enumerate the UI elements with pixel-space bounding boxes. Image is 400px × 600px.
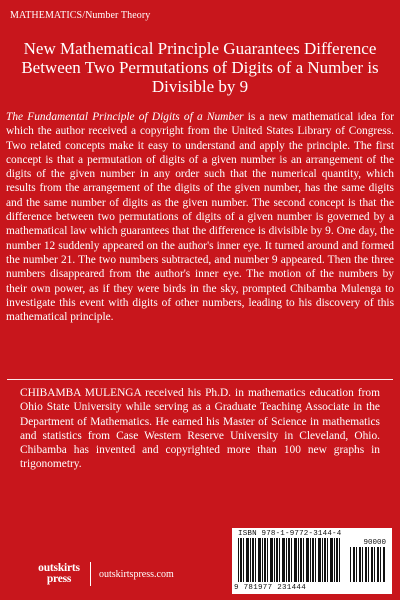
publisher-logo-line1: outskirts	[38, 562, 80, 574]
description-body: is a new mathematical idea for which the author received a copyright from the United States Library of Congress. Two related concepts make it easy to understand and apply the principle. The first concept is that a permutation of digits of a given number is an arrangement of the digits of the given number in any order such that the numerical quantity, which results from the arrangement of the digits of the given number, has the same digits and the same number of digits as the given number. The second concept is that the difference between two permutations of digits of a given number is governed by a mathematical law which guarantees that the difference is divisible by 9. One day, the number 12 suddenly appeared on the author's inner eye. It turned around and formed the number 21. The two numbers subtracted, and number 9 appeared. Then the three numbers disappeared from the author's inner eye. The motion of the numbers by their own power, as if they were birds in the sky, prompted Chibamba Mulenga to investigate this event with digits of other numbers, leading to his discovery of this mathematical principle.	[6, 111, 394, 324]
description-italic-lead: The Fundamental Principle of Digits of a Number	[6, 111, 244, 123]
isbn-label: ISBN 978-1-9772-3144-4	[238, 530, 342, 538]
price-code: 90000	[363, 539, 386, 547]
book-title: New Mathematical Principle Guarantees Difference Between Two Permutations of Digits of a Number is Divisible by 9	[21, 39, 379, 96]
category-label: MATHEMATICS/Number Theory	[10, 10, 151, 21]
publisher-divider	[90, 562, 91, 586]
author-bio: CHIBAMBA MULENGA received his Ph.D. in mathematics education from Ohio State University while serving as a Graduate Teaching Associate in the Department of Mathematics. He earned his Master of Science in mathematics and statistics from Case Western Reserve University in Cleveland, Ohio. Chibamba has invented and copyrighted more than 100 new graphs in trigonometry.	[20, 387, 380, 471]
publisher-block	[34, 562, 174, 586]
publisher-logo	[34, 563, 84, 585]
barcode-bars	[238, 538, 342, 582]
barcode-number: 9 781977 231444	[234, 584, 307, 592]
book-description	[6, 110, 394, 324]
section-divider	[7, 379, 393, 380]
publisher-logo-line2: press	[46, 573, 72, 585]
isbn-barcode	[232, 528, 392, 594]
publisher-url: outskirtspress.com	[99, 568, 174, 580]
barcode-addon-bars	[350, 547, 386, 582]
